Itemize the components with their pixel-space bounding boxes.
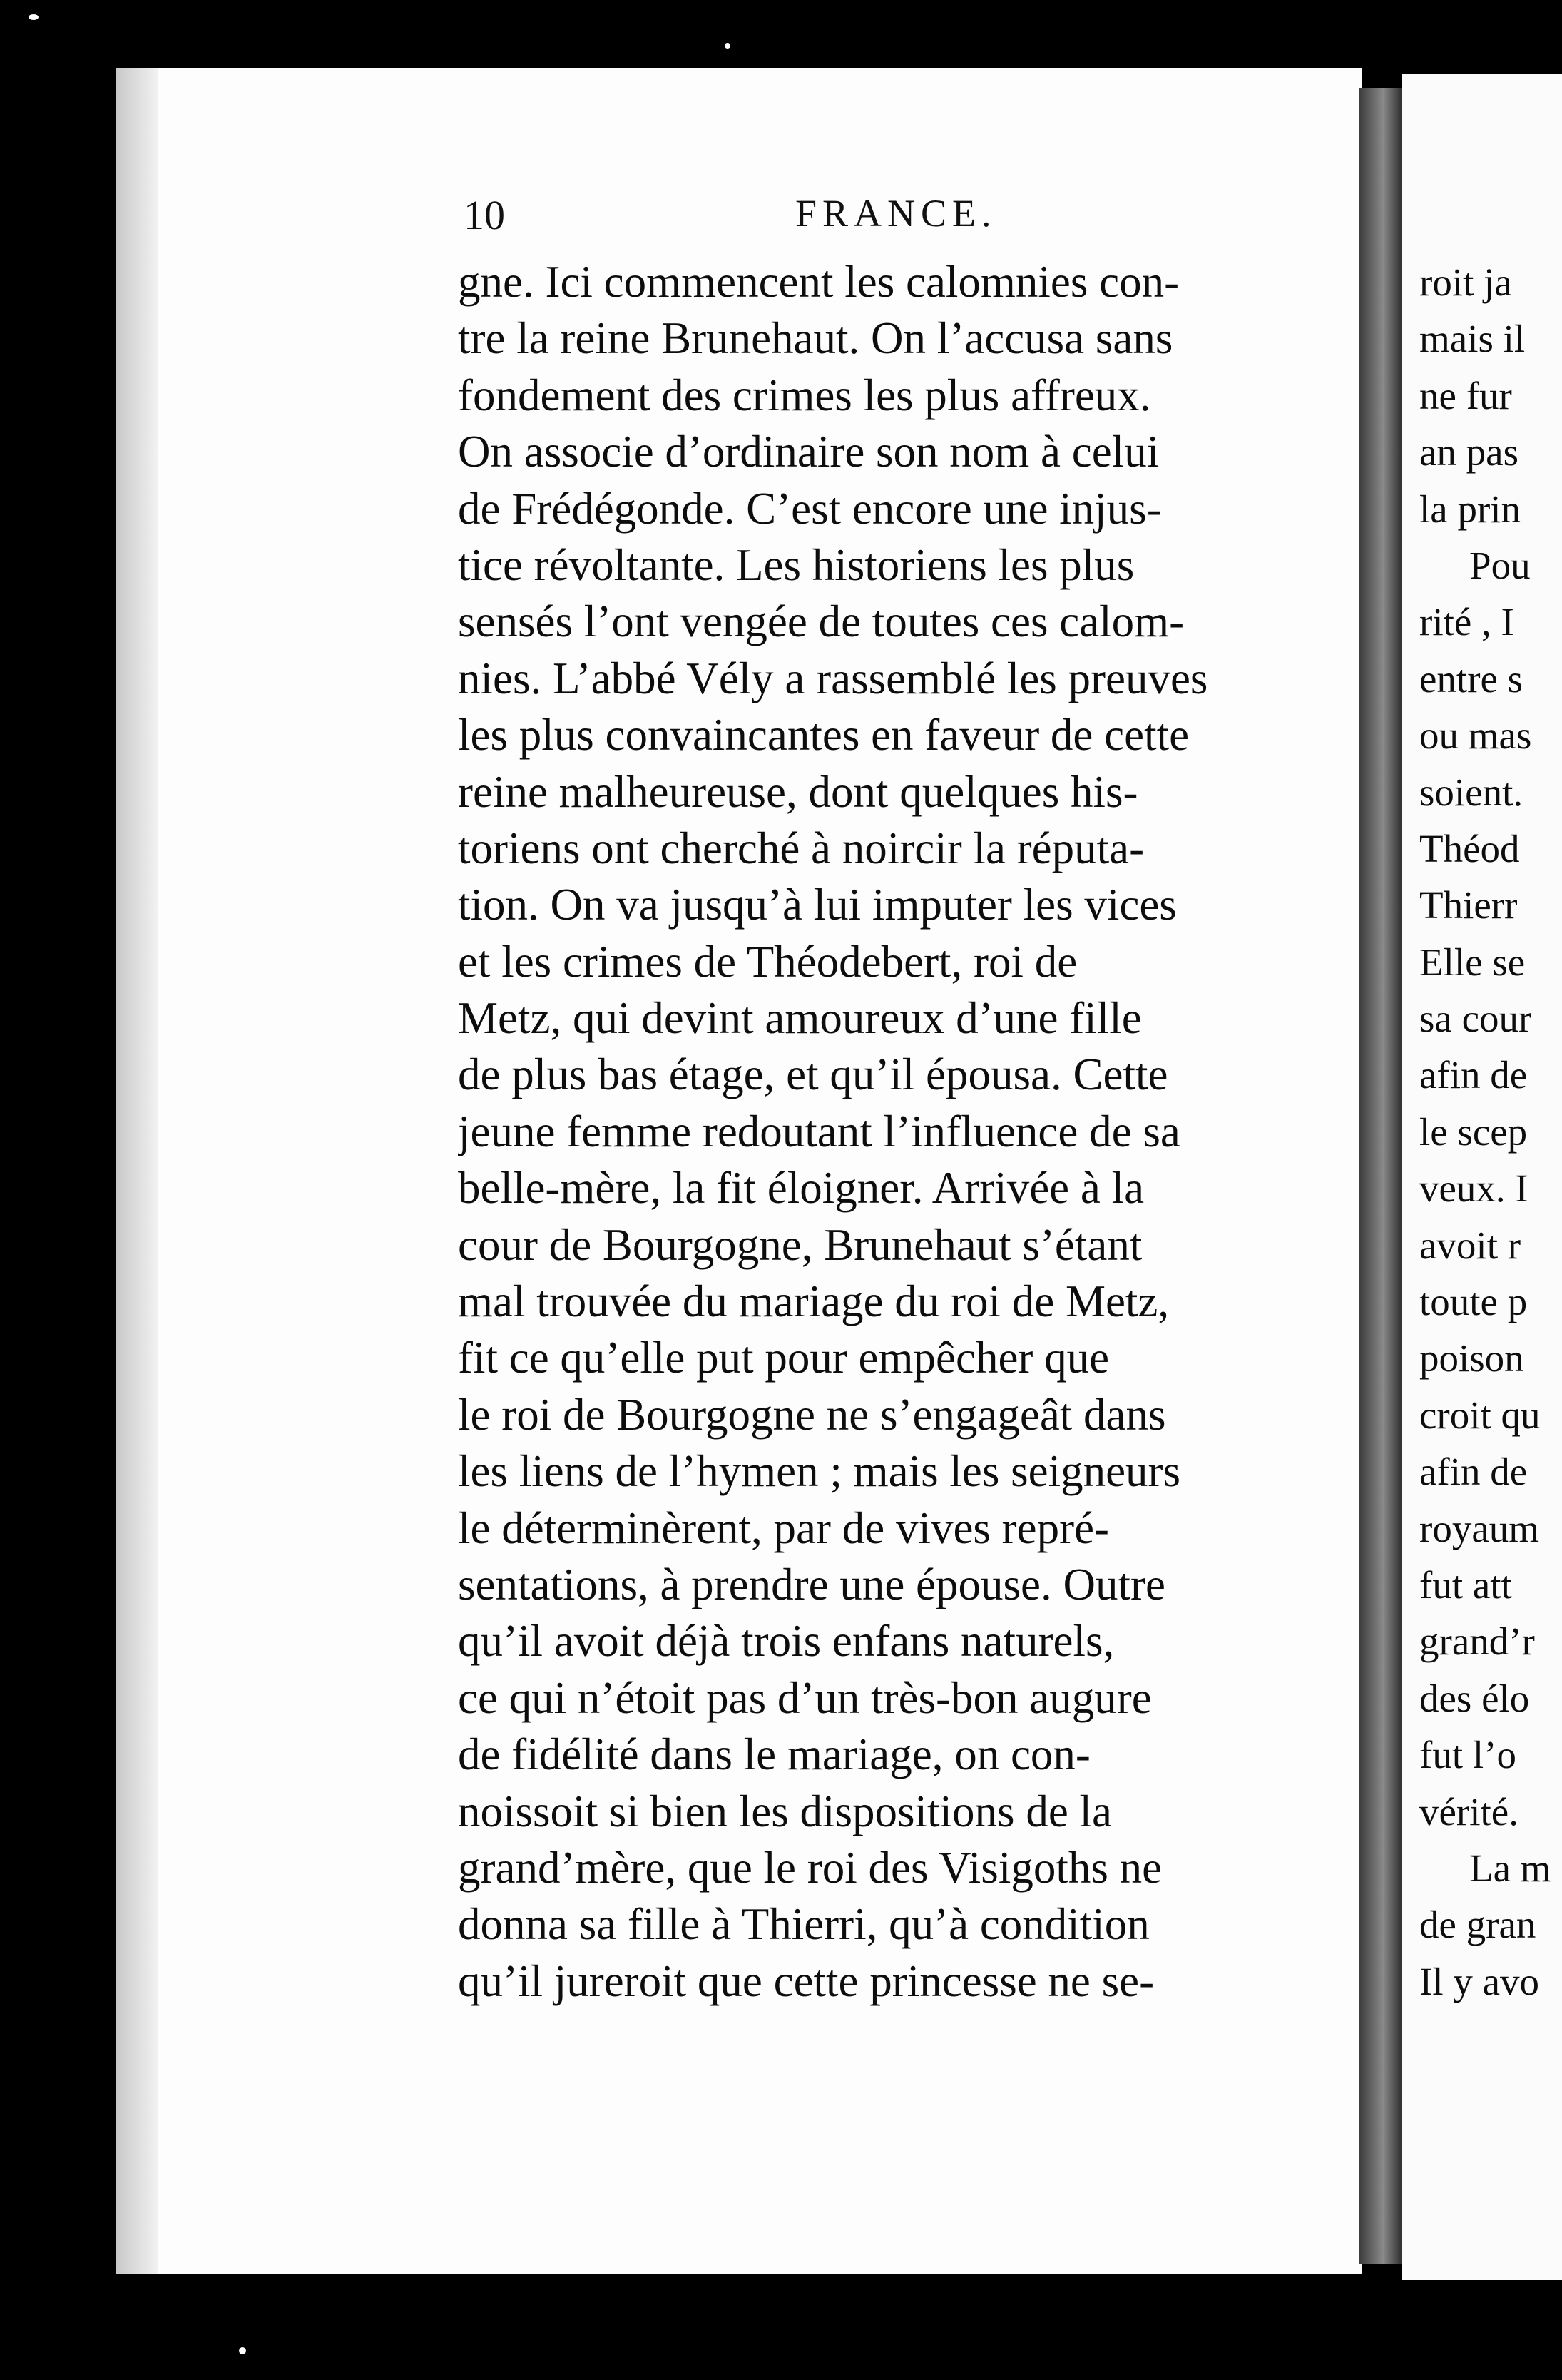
text-line: tre la reine Brunehaut. On l’accusa sans — [458, 313, 1173, 364]
text-line: grand’mère, que le roi des Visigoths ne — [458, 1842, 1163, 1893]
body-text — [458, 254, 1349, 2010]
facing-text-line: le scep — [1419, 1109, 1528, 1154]
facing-text-line: ou mas — [1419, 713, 1532, 758]
text-line: tion. On va jusqu’à lui imputer les vices — [458, 880, 1177, 930]
text-line: cour de Bourgogne, Brunehaut s’étant — [458, 1219, 1143, 1270]
text-line: noissoit si bien les dispositions de la — [458, 1786, 1113, 1836]
page-header — [464, 191, 1348, 255]
text-line: de Frédégonde. C’est encore une injus- — [458, 483, 1162, 534]
text-line: les liens de l’hymen ; mais les seigneurs — [458, 1446, 1181, 1497]
book-spine-gutter — [1359, 88, 1403, 2264]
facing-text-line: des élo — [1419, 1676, 1530, 1720]
text-line: belle-mère, la fit éloigner. Arrivée à la — [458, 1163, 1145, 1214]
text-line: le déterminèrent, par de vives repré- — [458, 1502, 1110, 1553]
facing-text-line: mais il — [1419, 317, 1526, 361]
facing-text-line: roit ja — [1419, 260, 1512, 304]
page-number: 10 — [464, 192, 505, 238]
facing-text-line: entre s — [1419, 656, 1523, 701]
text-line: ce qui n’étoit pas d’un très-bon augure — [458, 1672, 1152, 1723]
facing-text-line: Théod — [1419, 826, 1520, 870]
page-edge-shadow — [116, 68, 158, 2274]
text-line: Metz, qui devint amoureux d’une fille — [458, 993, 1142, 1044]
text-line: qu’il jureroit que cette princesse ne se- — [458, 1956, 1155, 2006]
facing-text-line: grand’r — [1419, 1619, 1535, 1664]
facing-page-text — [1419, 254, 1551, 2010]
text-line: et les crimes de Théodebert, roi de — [458, 936, 1078, 987]
text-line: toriens ont cherché à noircir la réputa- — [458, 823, 1145, 873]
text-line: les plus convaincantes en faveur de cette — [458, 710, 1190, 761]
facing-text-line: Thierr — [1419, 883, 1518, 927]
facing-text-line: afin de — [1419, 1450, 1528, 1494]
facing-text-line: veux. I — [1419, 1166, 1528, 1211]
facing-text-line: Elle se — [1419, 940, 1526, 984]
text-line: le roi de Bourgogne ne s’engageât dans — [458, 1389, 1166, 1440]
running-head: FRANCE. — [795, 192, 997, 235]
text-line: gne. Ici commencent les calomnies con- — [458, 257, 1180, 307]
text-line: de plus bas étage, et qu’il épousa. Cette — [458, 1049, 1168, 1100]
facing-text-line: Il y avo — [1419, 1959, 1540, 2003]
facing-text-line: fut att — [1419, 1562, 1512, 1607]
facing-text-line: Pou — [1469, 543, 1531, 587]
text-line: qu’il avoit déjà trois enfans naturels, — [458, 1616, 1115, 1667]
text-line: fit ce qu’elle put pour empêcher que — [458, 1333, 1110, 1383]
text-line: sentations, à prendre une épouse. Outre — [458, 1559, 1165, 1609]
scan-speck — [239, 2347, 246, 2354]
scan-speck — [725, 43, 730, 49]
facing-text-line: soient. — [1419, 770, 1523, 814]
text-line: de fidélité dans le mariage, on con- — [458, 1729, 1091, 1780]
facing-text-line: avoit r — [1419, 1223, 1521, 1267]
facing-text-line: fut l’o — [1419, 1733, 1516, 1777]
facing-text-line: vérité. — [1419, 1789, 1518, 1834]
facing-page-fragment — [1402, 74, 1562, 2280]
facing-text-line: sa cour — [1419, 997, 1532, 1041]
facing-text-line: royaum — [1419, 1506, 1540, 1550]
facing-text-line: afin de — [1419, 1053, 1528, 1097]
text-line: sensés l’ont vengée de toutes ces calom- — [458, 596, 1185, 647]
facing-text-line: toute p — [1419, 1280, 1528, 1324]
facing-text-line: poison — [1419, 1336, 1524, 1380]
text-line: mal trouvée du mariage du roi de Metz, — [458, 1276, 1170, 1327]
facing-text-line: an pas — [1419, 430, 1518, 474]
facing-text-line: la prin — [1419, 487, 1521, 531]
text-line: donna sa fille à Thierri, qu’à condition — [458, 1899, 1150, 1950]
text-line: On associe d’ordinaire son nom à celui — [458, 427, 1160, 477]
scan-speck — [29, 14, 39, 20]
text-line: jeune femme redoutant l’influence de sa — [458, 1106, 1180, 1156]
text-line: reine malheureuse, dont quelques his- — [458, 766, 1138, 817]
text-line: nies. L’abbé Vély a rassemblé les preuves — [458, 653, 1208, 703]
facing-text-line: ne fur — [1419, 373, 1512, 417]
facing-text-line: croit qu — [1419, 1393, 1541, 1437]
text-line: fondement des crimes les plus affreux. — [458, 370, 1151, 420]
facing-text-line: La m — [1469, 1846, 1551, 1890]
facing-text-line: de gran — [1419, 1903, 1536, 1947]
text-line: tice révoltante. Les historiens les plus — [458, 539, 1135, 590]
facing-text-line: rité , I — [1419, 600, 1514, 644]
